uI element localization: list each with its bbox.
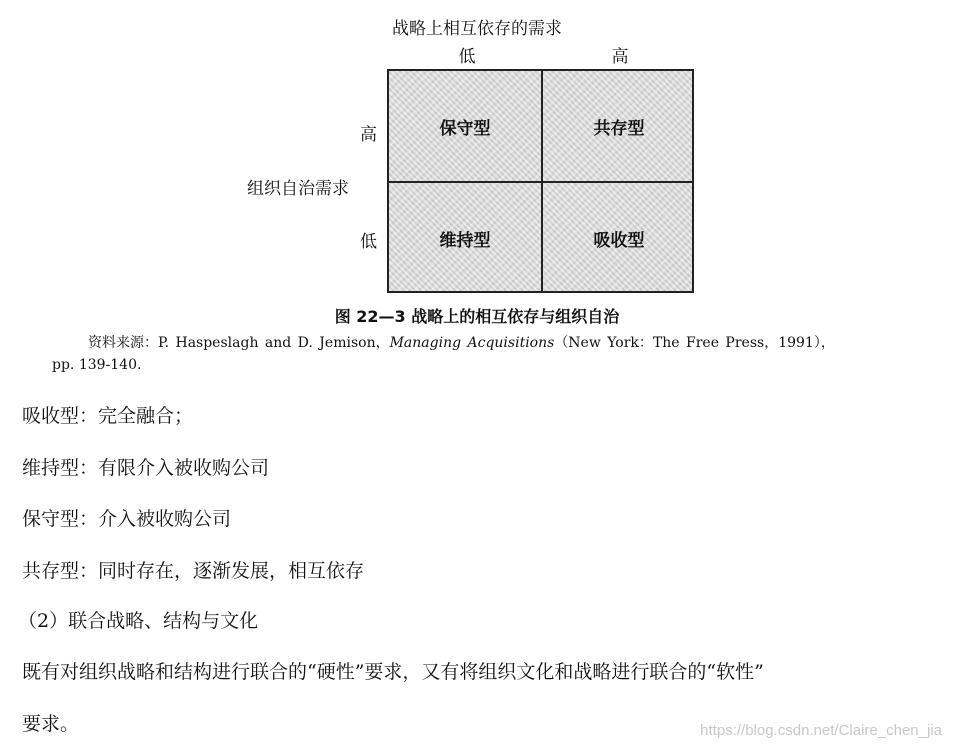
text-absorption: 吸收型：完全融合； (22, 405, 194, 427)
cell-label: 保守型 (439, 118, 491, 139)
paragraph-line: 既有对组织战略和结构进行联合的“硬性”要求，又有将组织文化和战略进行联合的“软性” (22, 661, 764, 683)
source-pages: pp. 139-140. (52, 357, 142, 373)
paragraph-line-end: 要求。 (22, 713, 80, 735)
cell-maintenance (389, 183, 541, 293)
cell-coexistence (543, 71, 695, 181)
y-axis-title: 组织自治需求 (247, 179, 349, 199)
watermark-url: https://blog.csdn.net/Claire_chen_jia (700, 722, 942, 739)
source-suffix: （New York：The Free Press，1991）， (554, 335, 835, 351)
cell-label: 吸收型 (593, 230, 645, 251)
cell-label: 共存型 (593, 118, 645, 139)
x-axis-high-label: 高 (611, 47, 629, 67)
x-axis-title: 战略上相互依存的需求 (392, 19, 562, 39)
x-axis-low-label: 低 (458, 47, 476, 67)
cell-label: 维持型 (439, 230, 491, 251)
y-axis-low-label: 低 (360, 232, 377, 252)
section-heading: （2）联合战略、结构与文化 (18, 610, 259, 632)
text-conservative: 保守型：介入被收购公司 (22, 508, 232, 530)
cell-absorption (543, 183, 695, 293)
y-axis-high-label: 高 (360, 125, 377, 145)
figure-source (88, 332, 835, 352)
source-prefix: 资料来源：P. Haspeslagh and D. Jemison， (88, 335, 390, 351)
text-maintenance: 维持型：有限介入被收购公司 (22, 457, 270, 479)
source-book-title: Managing Acquisitions (389, 335, 555, 351)
figure-caption: 图 22—3 战略上的相互依存与组织自治 (334, 307, 620, 326)
strategy-matrix (387, 69, 694, 293)
text-coexistence: 共存型：同时存在，逐渐发展，相互依存 (22, 560, 365, 582)
cell-conservative (389, 71, 541, 181)
